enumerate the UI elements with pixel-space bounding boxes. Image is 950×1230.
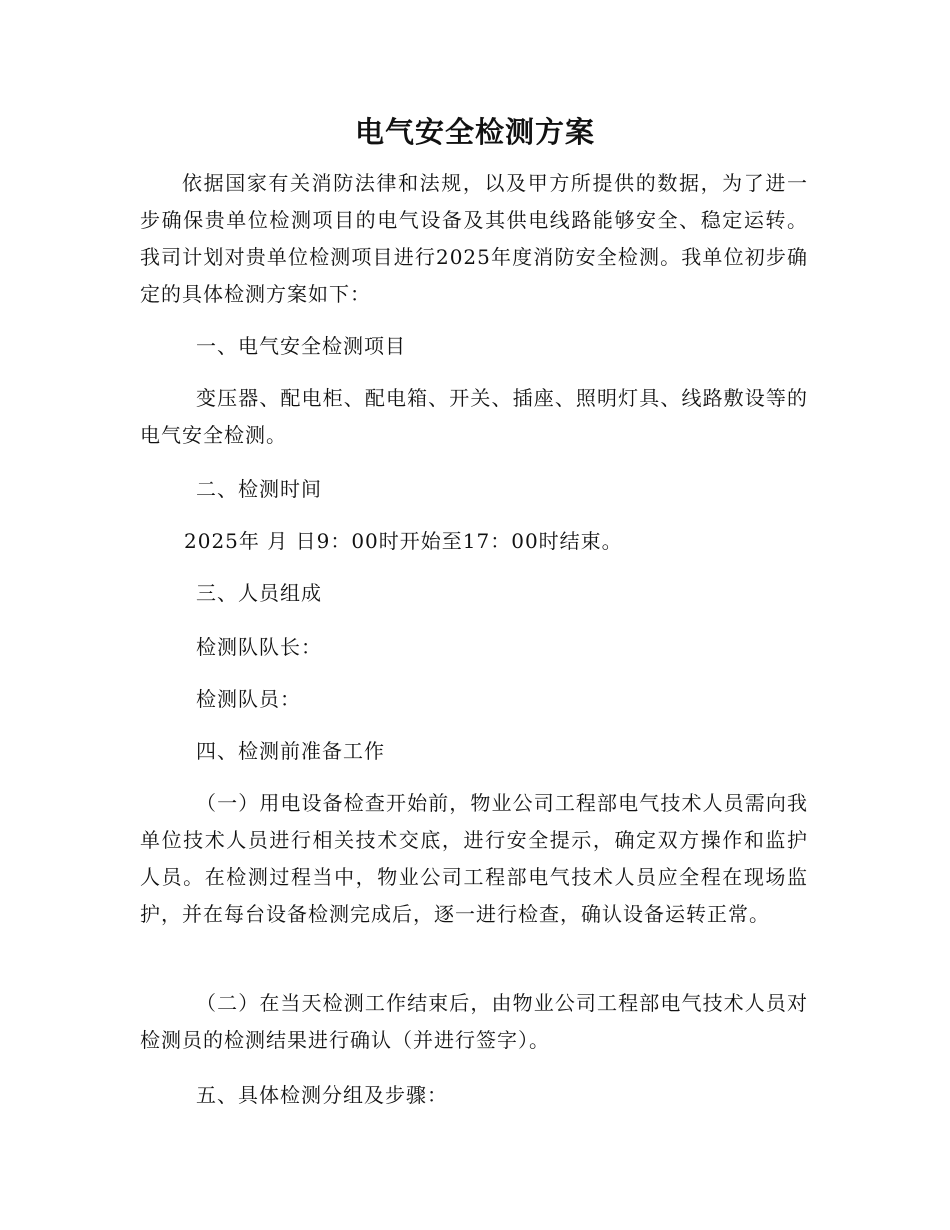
section-1-heading: 一、电气安全检测项目 bbox=[196, 334, 406, 358]
section-4-item-1: （一）用电设备检查开始前，物业公司工程部电气技术人员需向我单位技术人员进行相关技术交底，进行安全提示，确定双方操作和监护人员。在检测过程当中，物业公司工程部电气技术人员应全程在现场监护，并在每台设备检测完成后，逐一进行检查，确认设备运转正常。 bbox=[140, 791, 808, 926]
document-title: 电气安全检测方案 bbox=[354, 115, 595, 149]
team-leader-label: 检测队队长： bbox=[196, 635, 322, 659]
intro-paragraph: 依据国家有关消防法律和法规，以及甲方所提供的数据，为了进一步确保贵单位检测项目的电气设备及其供电线路能够安全、稳定运转。我司计划对贵单位检测项目进行2025年度消防安全检测。我单位初步确定的具体检测方案如下： bbox=[140, 171, 808, 306]
section-4-heading: 四、检测前准备工作 bbox=[196, 739, 385, 763]
section-2-body: 2025年 月 日9：00时开始至17：00时结束。 bbox=[184, 529, 623, 553]
section-2-heading: 二、检测时间 bbox=[196, 477, 322, 501]
team-members-label: 检测队员： bbox=[196, 687, 301, 711]
section-1-body: 变压器、配电柜、配电箱、开关、插座、照明灯具、线路敷设等的电气安全检测。 bbox=[140, 386, 808, 447]
section-3-heading: 三、人员组成 bbox=[196, 581, 322, 605]
section-5-heading: 五、具体检测分组及步骤： bbox=[196, 1083, 448, 1107]
section-4-item-2: （二）在当天检测工作结束后，由物业公司工程部电气技术人员对检测员的检测结果进行确认（并进行签字）。 bbox=[140, 991, 808, 1052]
